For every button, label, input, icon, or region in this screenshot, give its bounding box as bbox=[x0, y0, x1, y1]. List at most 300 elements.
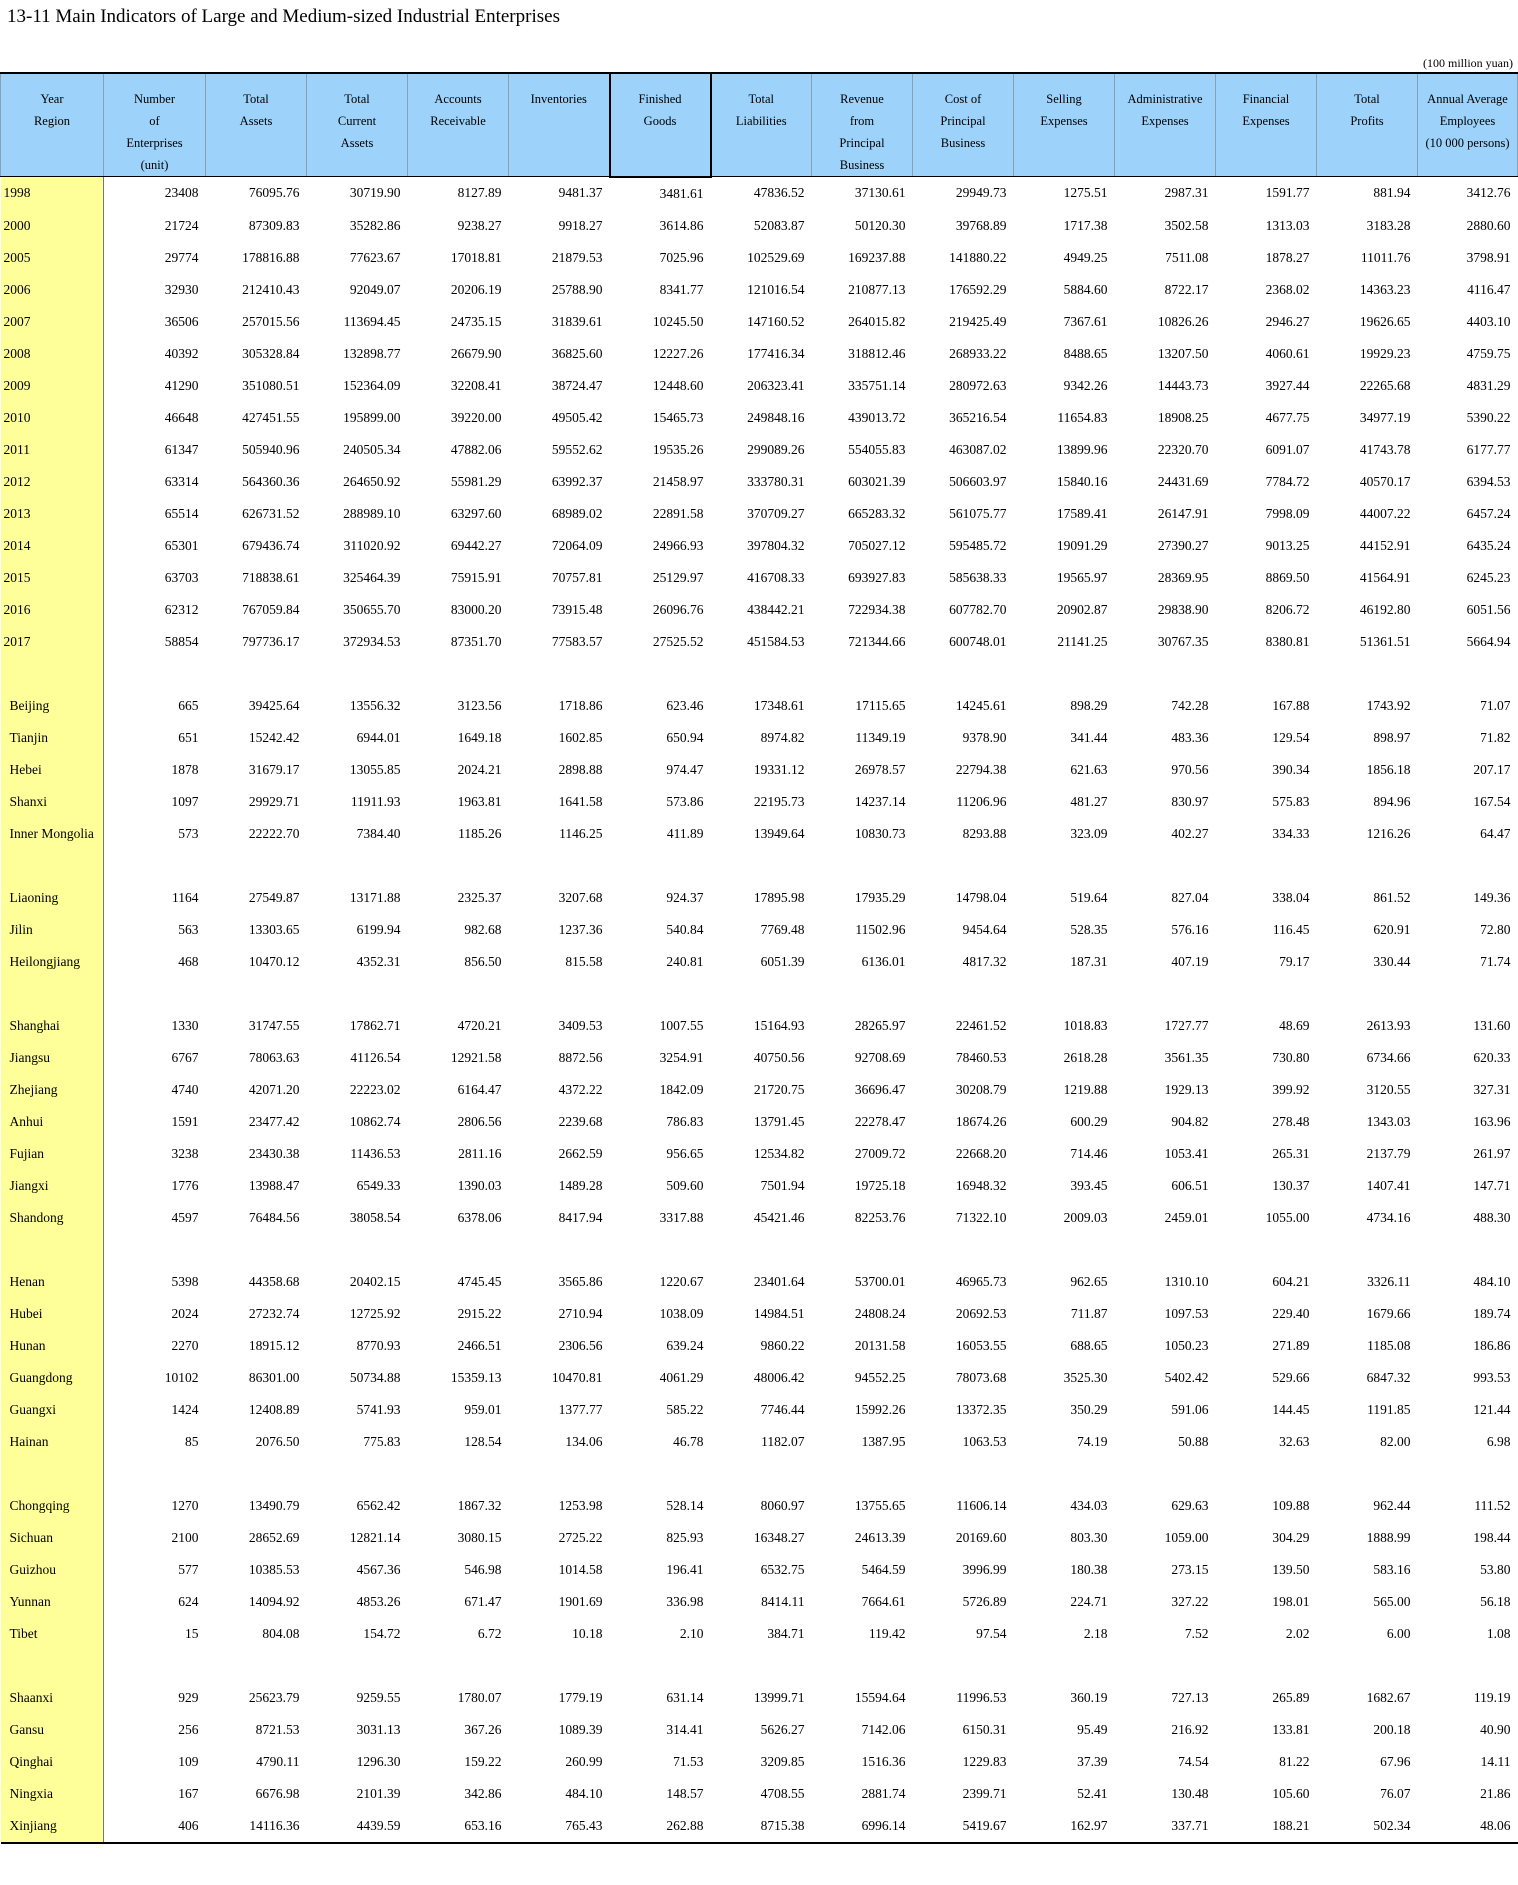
data-cell: 278.48 bbox=[1272, 1113, 1310, 1129]
data-cell: 2662.59 bbox=[558, 1145, 603, 1161]
data-cell: 169237.88 bbox=[848, 249, 906, 265]
data-cell: 2618.28 bbox=[1063, 1049, 1108, 1065]
spacer-cell bbox=[104, 1650, 1518, 1682]
spacer-cell bbox=[104, 1458, 1518, 1490]
data-cell: 63314 bbox=[164, 473, 199, 489]
data-cell: 8341.77 bbox=[659, 281, 704, 297]
data-cell: 216.92 bbox=[1171, 1721, 1209, 1737]
data-cell: 144.45 bbox=[1272, 1401, 1310, 1417]
data-cell: 1182.07 bbox=[761, 1433, 805, 1449]
data-cell: 44358.68 bbox=[248, 1273, 300, 1289]
row-label: Zhejiang bbox=[1, 1074, 104, 1106]
data-cell: 39425.64 bbox=[248, 697, 300, 713]
data-cell: 573 bbox=[178, 825, 199, 841]
data-cell: 767059.84 bbox=[242, 601, 300, 617]
data-cell: 4372.22 bbox=[558, 1081, 603, 1097]
data-cell: 21458.97 bbox=[652, 473, 704, 489]
data-cell: 288989.10 bbox=[343, 505, 401, 521]
data-cell: 8060.97 bbox=[760, 1497, 805, 1513]
data-cell: 31679.17 bbox=[248, 761, 300, 777]
data-cell: 52083.87 bbox=[753, 217, 805, 233]
region-row bbox=[1, 1266, 1518, 1298]
data-cell: 73915.48 bbox=[551, 601, 603, 617]
data-cell: 16948.32 bbox=[955, 1177, 1007, 1193]
data-cell: 22195.73 bbox=[753, 793, 805, 809]
data-cell: 6136.01 bbox=[861, 953, 906, 969]
data-cell: 5626.27 bbox=[760, 1721, 805, 1737]
data-cell: 2725.22 bbox=[558, 1529, 603, 1545]
data-cell: 121016.54 bbox=[747, 281, 805, 297]
data-cell: 129.54 bbox=[1272, 729, 1310, 745]
data-cell: 34977.19 bbox=[1359, 409, 1411, 425]
data-cell: 260.99 bbox=[565, 1753, 603, 1769]
data-cell: 3080.15 bbox=[457, 1529, 502, 1545]
data-cell: 3183.28 bbox=[1366, 217, 1411, 233]
data-cell: 38724.47 bbox=[551, 377, 603, 393]
data-cell: 16348.27 bbox=[753, 1529, 805, 1545]
data-cell: 929 bbox=[178, 1689, 199, 1705]
data-cell: 898.97 bbox=[1373, 729, 1411, 745]
data-cell: 20692.53 bbox=[955, 1305, 1007, 1321]
data-cell: 29929.71 bbox=[248, 793, 300, 809]
data-cell: 21720.75 bbox=[753, 1081, 805, 1097]
data-cell: 540.84 bbox=[666, 921, 704, 937]
data-cell: 229.40 bbox=[1272, 1305, 1310, 1321]
data-cell: 25623.79 bbox=[248, 1689, 300, 1705]
region-row bbox=[1, 690, 1518, 722]
data-cell: 78073.68 bbox=[955, 1369, 1007, 1385]
data-cell: 24431.69 bbox=[1157, 473, 1209, 489]
data-cell: 264650.92 bbox=[343, 473, 401, 489]
data-cell: 262.88 bbox=[610, 1810, 711, 1843]
region-row bbox=[1, 1522, 1518, 1554]
data-cell: 13949.64 bbox=[753, 825, 805, 841]
spacer-cell bbox=[104, 1234, 1518, 1266]
row-label: Shaanxi bbox=[1, 1682, 104, 1714]
data-cell: 653.16 bbox=[408, 1810, 509, 1843]
data-cell: 5726.89 bbox=[962, 1593, 1007, 1609]
data-cell: 982.68 bbox=[464, 921, 502, 937]
data-cell: 132898.77 bbox=[343, 345, 401, 361]
data-cell: 28265.97 bbox=[854, 1017, 906, 1033]
region-row bbox=[1, 1426, 1518, 1458]
year-row bbox=[1, 594, 1518, 626]
data-cell: 974.47 bbox=[666, 761, 704, 777]
data-cell: 23477.42 bbox=[248, 1113, 300, 1129]
table-body bbox=[1, 177, 1518, 1843]
data-cell: 23408 bbox=[164, 185, 199, 201]
data-cell: 51361.51 bbox=[1359, 633, 1411, 649]
data-cell: 18674.26 bbox=[955, 1113, 1007, 1129]
data-cell: 1649.18 bbox=[457, 729, 502, 745]
data-cell: 19725.18 bbox=[854, 1177, 906, 1193]
spacer-cell bbox=[1, 1234, 104, 1266]
data-cell: 1718.86 bbox=[558, 697, 603, 713]
data-cell: 484.10 bbox=[565, 1785, 603, 1801]
region-row bbox=[1, 1810, 1518, 1843]
data-cell: 6150.31 bbox=[962, 1721, 1007, 1737]
column-header: Total Profits bbox=[1317, 73, 1418, 177]
data-cell: 505940.96 bbox=[242, 441, 300, 457]
data-cell: 76.07 bbox=[1380, 1785, 1411, 1801]
data-cell: 21141.25 bbox=[1057, 633, 1108, 649]
region-row bbox=[1, 882, 1518, 914]
data-cell: 13055.85 bbox=[349, 761, 401, 777]
data-cell: 2009.03 bbox=[1063, 1209, 1108, 1225]
data-cell: 904.82 bbox=[1171, 1113, 1209, 1129]
data-cell: 1330 bbox=[171, 1017, 199, 1033]
data-cell: 13755.65 bbox=[854, 1497, 906, 1513]
data-cell: 59552.62 bbox=[551, 441, 603, 457]
data-cell: 19929.23 bbox=[1359, 345, 1411, 361]
data-cell: 688.65 bbox=[1070, 1337, 1108, 1353]
data-cell: 13490.79 bbox=[248, 1497, 300, 1513]
data-cell: 341.44 bbox=[1070, 729, 1108, 745]
data-cell: 7769.48 bbox=[760, 921, 805, 937]
data-cell: 546.98 bbox=[464, 1561, 502, 1577]
data-cell: 20131.58 bbox=[854, 1337, 906, 1353]
data-cell: 14443.73 bbox=[1157, 377, 1209, 393]
data-cell: 22278.47 bbox=[854, 1113, 906, 1129]
data-cell: 167.54 bbox=[1473, 793, 1511, 809]
data-cell: 1310.10 bbox=[1164, 1273, 1209, 1289]
data-cell: 5464.59 bbox=[861, 1561, 906, 1577]
data-cell: 6767 bbox=[171, 1049, 199, 1065]
data-cell: 5419.67 bbox=[913, 1810, 1014, 1843]
year-row bbox=[1, 562, 1518, 594]
data-cell: 1220.67 bbox=[659, 1273, 704, 1289]
data-cell: 311020.92 bbox=[343, 537, 401, 553]
spacer-cell bbox=[104, 658, 1518, 690]
data-cell: 6549.33 bbox=[356, 1177, 401, 1193]
data-cell: 24735.15 bbox=[450, 313, 502, 329]
data-cell: 10470.81 bbox=[551, 1369, 603, 1385]
data-cell: 714.46 bbox=[1070, 1145, 1108, 1161]
spacer-cell bbox=[1, 658, 104, 690]
data-cell: 2987.31 bbox=[1164, 185, 1209, 201]
column-header: Total Current Assets bbox=[307, 73, 408, 177]
data-cell: 52.41 bbox=[1077, 1785, 1108, 1801]
data-cell: 393.45 bbox=[1070, 1177, 1108, 1193]
data-cell: 360.19 bbox=[1070, 1689, 1108, 1705]
row-label: Hubei bbox=[1, 1298, 104, 1330]
data-cell: 3031.13 bbox=[356, 1721, 401, 1737]
data-cell: 210877.13 bbox=[848, 281, 906, 297]
data-cell: 17862.71 bbox=[349, 1017, 401, 1033]
data-cell: 2399.71 bbox=[962, 1785, 1007, 1801]
data-cell: 1901.69 bbox=[558, 1593, 603, 1609]
data-cell: 78460.53 bbox=[955, 1049, 1007, 1065]
data-cell: 11654.83 bbox=[1057, 409, 1108, 425]
data-cell: 3254.91 bbox=[659, 1049, 704, 1065]
data-cell: 5884.60 bbox=[1063, 281, 1108, 297]
data-cell: 606.51 bbox=[1171, 1177, 1209, 1193]
data-cell: 78063.63 bbox=[248, 1049, 300, 1065]
data-cell: 261.97 bbox=[1473, 1145, 1511, 1161]
data-cell: 15840.16 bbox=[1056, 473, 1108, 489]
data-cell: 1275.51 bbox=[1063, 185, 1108, 201]
data-cell: 2270 bbox=[171, 1337, 199, 1353]
data-cell: 576.16 bbox=[1171, 921, 1209, 937]
data-cell: 6676.98 bbox=[255, 1785, 300, 1801]
data-cell: 12725.92 bbox=[349, 1305, 401, 1321]
data-cell: 111.52 bbox=[1474, 1497, 1511, 1513]
data-cell: 186.86 bbox=[1473, 1337, 1511, 1353]
data-cell: 46192.80 bbox=[1359, 601, 1411, 617]
data-cell: 1185.08 bbox=[1367, 1337, 1411, 1353]
data-cell: 1007.55 bbox=[659, 1017, 704, 1033]
column-header: Finished Goods bbox=[610, 73, 711, 177]
data-cell: 898.29 bbox=[1070, 697, 1108, 713]
data-cell: 152364.09 bbox=[343, 377, 401, 393]
data-cell: 27232.74 bbox=[248, 1305, 300, 1321]
data-cell: 63992.37 bbox=[551, 473, 603, 489]
data-cell: 600.29 bbox=[1070, 1113, 1108, 1129]
data-cell: 36825.60 bbox=[551, 345, 603, 361]
data-cell: 14237.14 bbox=[854, 793, 906, 809]
data-cell: 31839.61 bbox=[551, 313, 603, 329]
data-cell: 14798.04 bbox=[955, 889, 1007, 905]
data-cell: 1641.58 bbox=[558, 793, 603, 809]
data-cell: 6734.66 bbox=[1366, 1049, 1411, 1065]
data-cell: 3927.44 bbox=[1265, 377, 1310, 393]
year-row bbox=[1, 402, 1518, 434]
data-cell: 35282.86 bbox=[349, 217, 401, 233]
region-row bbox=[1, 754, 1518, 786]
data-cell: 64.47 bbox=[1480, 825, 1511, 841]
region-row bbox=[1, 1298, 1518, 1330]
data-cell: 30767.35 bbox=[1157, 633, 1209, 649]
data-cell: 74.19 bbox=[1077, 1433, 1108, 1449]
data-cell: 26096.76 bbox=[652, 601, 704, 617]
data-cell: 15992.26 bbox=[854, 1401, 906, 1417]
data-cell: 1682.67 bbox=[1366, 1689, 1411, 1705]
data-cell: 1489.28 bbox=[558, 1177, 603, 1193]
data-cell: 730.80 bbox=[1272, 1049, 1310, 1065]
row-label: 2014 bbox=[1, 530, 104, 562]
data-cell: 17018.81 bbox=[450, 249, 502, 265]
data-cell: 25129.97 bbox=[652, 569, 704, 585]
data-cell: 727.13 bbox=[1171, 1689, 1209, 1705]
data-cell: 1888.99 bbox=[1366, 1529, 1411, 1545]
group-spacer bbox=[1, 1650, 1518, 1682]
data-cell: 563 bbox=[178, 921, 199, 937]
data-cell: 2466.51 bbox=[457, 1337, 502, 1353]
data-cell: 861.52 bbox=[1373, 889, 1411, 905]
data-cell: 742.28 bbox=[1171, 697, 1209, 713]
data-cell: 365216.54 bbox=[949, 409, 1007, 425]
data-cell: 4853.26 bbox=[356, 1593, 401, 1609]
data-cell: 134.06 bbox=[565, 1433, 603, 1449]
row-label: 2017 bbox=[1, 626, 104, 658]
data-cell: 10830.73 bbox=[854, 825, 906, 841]
data-cell: 30719.90 bbox=[349, 185, 401, 201]
data-cell: 607782.70 bbox=[949, 601, 1007, 617]
region-row bbox=[1, 1074, 1518, 1106]
data-cell: 7501.94 bbox=[760, 1177, 805, 1193]
row-label: Hebei bbox=[1, 754, 104, 786]
data-cell: 1779.19 bbox=[558, 1689, 603, 1705]
data-cell: 1.08 bbox=[1486, 1625, 1511, 1641]
data-cell: 69442.27 bbox=[450, 537, 502, 553]
data-cell: 509.60 bbox=[666, 1177, 704, 1193]
data-cell: 1856.18 bbox=[1366, 761, 1411, 777]
data-cell: 11349.19 bbox=[855, 729, 906, 745]
region-row bbox=[1, 1618, 1518, 1650]
data-cell: 1717.38 bbox=[1063, 217, 1108, 233]
data-cell: 48.06 bbox=[1418, 1810, 1518, 1843]
data-cell: 488.30 bbox=[1473, 1209, 1511, 1225]
data-cell: 97.54 bbox=[976, 1625, 1007, 1641]
data-cell: 62312 bbox=[164, 601, 199, 617]
data-cell: 13999.71 bbox=[753, 1689, 805, 1705]
data-cell: 325464.39 bbox=[343, 569, 401, 585]
data-cell: 8206.72 bbox=[1265, 601, 1310, 617]
data-cell: 721344.66 bbox=[848, 633, 906, 649]
data-cell: 962.44 bbox=[1373, 1497, 1411, 1513]
data-cell: 603021.39 bbox=[848, 473, 906, 489]
data-cell: 2.10 bbox=[679, 1625, 704, 1641]
data-cell: 9860.22 bbox=[760, 1337, 805, 1353]
group-spacer bbox=[1, 850, 1518, 882]
data-cell: 575.83 bbox=[1272, 793, 1310, 809]
data-cell: 22461.52 bbox=[955, 1017, 1007, 1033]
data-cell: 6435.24 bbox=[1466, 537, 1511, 553]
data-cell: 5741.93 bbox=[356, 1401, 401, 1417]
row-label: Sichuan bbox=[1, 1522, 104, 1554]
data-cell: 167.88 bbox=[1272, 697, 1310, 713]
data-cell: 10826.26 bbox=[1157, 313, 1209, 329]
data-cell: 17348.61 bbox=[753, 697, 805, 713]
data-cell: 22223.02 bbox=[349, 1081, 401, 1097]
data-cell: 2076.50 bbox=[255, 1433, 300, 1449]
spacer-cell bbox=[1, 1650, 104, 1682]
data-cell: 40392 bbox=[164, 345, 199, 361]
data-cell: 1390.03 bbox=[457, 1177, 502, 1193]
data-cell: 17589.41 bbox=[1056, 505, 1108, 521]
data-cell: 18915.12 bbox=[248, 1337, 300, 1353]
spacer-cell bbox=[1, 978, 104, 1010]
data-cell: 651 bbox=[178, 729, 199, 745]
data-cell: 20902.87 bbox=[1056, 601, 1108, 617]
data-cell: 95.49 bbox=[1077, 1721, 1108, 1737]
data-cell: 10.18 bbox=[572, 1625, 603, 1641]
data-cell: 70757.81 bbox=[551, 569, 603, 585]
data-cell: 29774 bbox=[164, 249, 199, 265]
data-cell: 74.54 bbox=[1178, 1753, 1209, 1769]
data-cell: 1842.09 bbox=[659, 1081, 704, 1097]
data-cell: 3238 bbox=[171, 1145, 199, 1161]
data-cell: 32.63 bbox=[1279, 1433, 1310, 1449]
data-cell: 17935.29 bbox=[854, 889, 906, 905]
data-cell: 159.22 bbox=[464, 1753, 502, 1769]
data-cell: 50120.30 bbox=[854, 217, 906, 233]
data-cell: 102529.69 bbox=[747, 249, 805, 265]
data-cell: 23401.64 bbox=[753, 1273, 805, 1289]
data-cell: 56.18 bbox=[1480, 1593, 1511, 1609]
data-cell: 8715.38 bbox=[711, 1810, 812, 1843]
data-cell: 4567.36 bbox=[356, 1561, 401, 1577]
data-cell: 1296.30 bbox=[356, 1753, 401, 1769]
data-cell: 2915.22 bbox=[457, 1305, 502, 1321]
data-cell: 79.17 bbox=[1279, 953, 1310, 969]
data-cell: 631.14 bbox=[666, 1689, 704, 1705]
data-cell: 50.88 bbox=[1178, 1433, 1209, 1449]
data-cell: 3481.61 bbox=[659, 185, 704, 201]
data-cell: 2613.93 bbox=[1366, 1017, 1411, 1033]
data-cell: 5402.42 bbox=[1164, 1369, 1209, 1385]
data-cell: 830.97 bbox=[1171, 793, 1209, 809]
data-cell: 40.90 bbox=[1480, 1721, 1511, 1737]
data-cell: 11011.76 bbox=[1360, 249, 1411, 265]
data-cell: 63703 bbox=[164, 569, 199, 585]
data-cell: 336.98 bbox=[666, 1593, 704, 1609]
row-label: Tibet bbox=[1, 1618, 104, 1650]
data-cell: 12408.89 bbox=[248, 1401, 300, 1417]
data-cell: 71.74 bbox=[1480, 953, 1511, 969]
data-cell: 265.31 bbox=[1272, 1145, 1310, 1161]
data-cell: 304.29 bbox=[1272, 1529, 1310, 1545]
data-cell: 6457.24 bbox=[1466, 505, 1511, 521]
data-cell: 9454.64 bbox=[962, 921, 1007, 937]
column-header: Year Region bbox=[1, 73, 104, 177]
data-cell: 577 bbox=[178, 1561, 199, 1577]
data-cell: 67.96 bbox=[1380, 1753, 1411, 1769]
column-header: Revenue from Principal Business bbox=[812, 73, 913, 177]
data-cell: 3317.88 bbox=[659, 1209, 704, 1225]
data-cell: 86301.00 bbox=[248, 1369, 300, 1385]
data-cell: 2806.56 bbox=[457, 1113, 502, 1129]
data-cell: 797736.17 bbox=[242, 633, 300, 649]
data-cell: 7784.72 bbox=[1265, 473, 1310, 489]
region-row bbox=[1, 1682, 1518, 1714]
data-cell: 481.27 bbox=[1070, 793, 1108, 809]
data-cell: 12448.60 bbox=[652, 377, 704, 393]
region-row bbox=[1, 1554, 1518, 1586]
group-spacer bbox=[1, 1458, 1518, 1490]
data-cell: 1164 bbox=[172, 889, 199, 905]
data-cell: 1743.92 bbox=[1366, 697, 1411, 713]
data-cell: 11996.53 bbox=[956, 1689, 1007, 1705]
data-cell: 39768.89 bbox=[955, 217, 1007, 233]
data-cell: 2710.94 bbox=[558, 1305, 603, 1321]
data-cell: 36506 bbox=[164, 313, 199, 329]
indicators-table bbox=[0, 72, 1518, 1844]
data-cell: 42071.20 bbox=[248, 1081, 300, 1097]
data-cell: 1776 bbox=[171, 1177, 199, 1193]
data-cell: 1727.77 bbox=[1164, 1017, 1209, 1033]
row-label: Xinjiang bbox=[1, 1810, 104, 1843]
data-cell: 265.89 bbox=[1272, 1689, 1310, 1705]
data-cell: 77583.57 bbox=[551, 633, 603, 649]
data-cell: 188.21 bbox=[1216, 1810, 1317, 1843]
column-header: Cost of Principal Business bbox=[913, 73, 1014, 177]
data-cell: 3409.53 bbox=[558, 1017, 603, 1033]
data-cell: 335751.14 bbox=[848, 377, 906, 393]
data-cell: 390.34 bbox=[1272, 761, 1310, 777]
year-row bbox=[1, 466, 1518, 498]
data-cell: 765.43 bbox=[509, 1810, 610, 1843]
data-cell: 6944.01 bbox=[356, 729, 401, 745]
data-cell: 47836.52 bbox=[753, 185, 805, 201]
data-cell: 3326.11 bbox=[1367, 1273, 1411, 1289]
row-label: Anhui bbox=[1, 1106, 104, 1138]
data-cell: 280972.63 bbox=[949, 377, 1007, 393]
spacer-cell bbox=[1, 1458, 104, 1490]
data-cell: 20169.60 bbox=[955, 1529, 1007, 1545]
data-cell: 16053.55 bbox=[955, 1337, 1007, 1353]
data-cell: 554055.83 bbox=[848, 441, 906, 457]
